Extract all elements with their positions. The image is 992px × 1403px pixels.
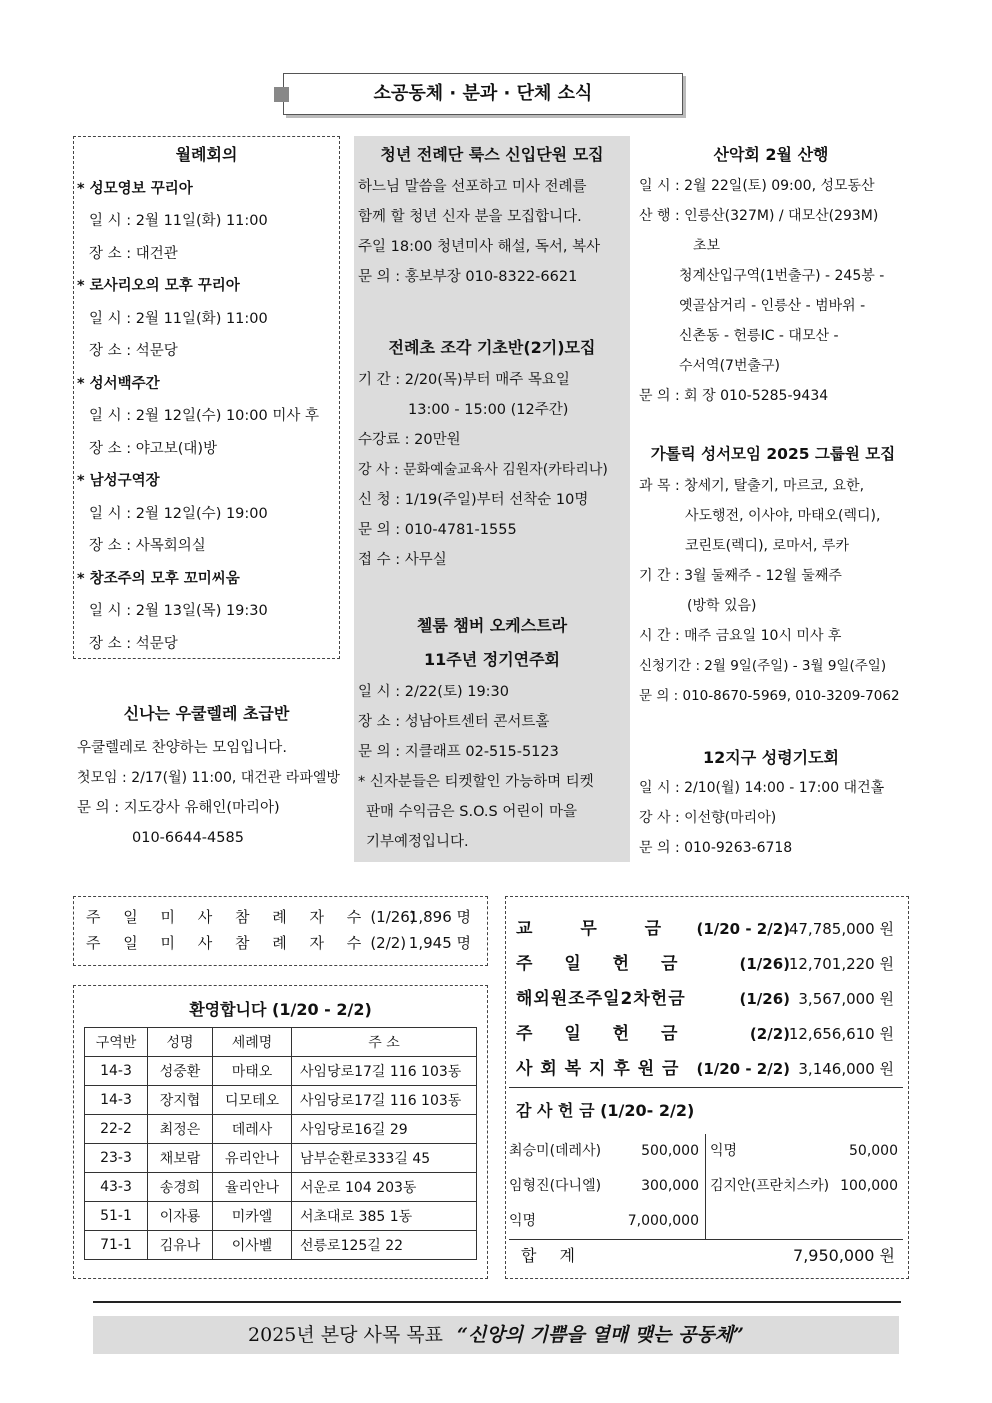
section-header xyxy=(283,73,683,115)
sculpture-info xyxy=(358,365,608,575)
prayer-title: 12지구 성령기도회 xyxy=(702,748,840,767)
sculpture-line: 강 사 : 문화예술교육사 김원자(카타리나) xyxy=(358,462,608,478)
donor-name: 익명 xyxy=(509,1213,537,1229)
hiking-title: 산악회 2월 산행 xyxy=(713,145,829,164)
hiking-line: 신촌동 - 헌릉IC - 대모산 - xyxy=(679,328,839,344)
header-square-icon xyxy=(274,87,289,102)
cell-district: 14-3 xyxy=(85,1057,148,1086)
col-header: 주 소 xyxy=(292,1028,477,1057)
cell-district: 51-1 xyxy=(85,1202,148,1231)
ukulele-line: 우쿨렐레로 찬양하는 모임입니다. xyxy=(77,740,287,756)
prayer-info xyxy=(639,773,884,863)
monthly-meeting-list xyxy=(77,173,319,660)
ukulele-line: 문 의 : 지도강사 유해인(마리아) xyxy=(77,800,280,816)
finance-row xyxy=(516,912,894,946)
finance-amount: 12,701,220 원 xyxy=(788,955,894,973)
bible-line: 기 간 : 3월 둘째주 - 12월 둘째주 xyxy=(639,568,842,584)
finance-row xyxy=(516,1052,894,1086)
finance-amount: 3,146,000 원 xyxy=(798,1060,894,1078)
welcome-table xyxy=(84,1027,477,1260)
col-header: 구역반 xyxy=(85,1028,148,1057)
footer-motto: “신앙의 기쁨을 열매 맺는 공동체” xyxy=(457,1324,744,1346)
prayer-line: 문 의 : 010-9263-6718 xyxy=(639,840,793,856)
attendance-label: 주 일 미 사 참 례 자 수 xyxy=(86,934,371,952)
group-where: 장 소 : 석문당 xyxy=(89,636,178,652)
section-title: 소공동체 · 분과 · 단체 소식 xyxy=(373,83,593,104)
thanks-entry xyxy=(509,1134,705,1169)
cell-baptism: 유리안나 xyxy=(213,1144,292,1173)
monthly-meeting-title: 월례회의 xyxy=(175,145,238,164)
thanks-entry xyxy=(509,1204,705,1239)
attendance-value: 1,945 명 xyxy=(408,934,471,952)
footer-banner xyxy=(93,1316,899,1354)
sculpture-line: 기 간 : 2/20(목)부터 매주 목요일 xyxy=(358,372,570,388)
donor-name: 최승미(데레사) xyxy=(509,1143,602,1159)
table-row xyxy=(85,1144,477,1173)
hiking-line: 옛골삼거리 - 인릉산 - 범바위 - xyxy=(679,298,866,314)
finance-period: (2/2) xyxy=(749,1025,790,1043)
bible-title: 가톨릭 성서모임 2025 그룹원 모집 xyxy=(650,445,896,463)
orchestra-line: 장 소 : 성남아트센터 콘서트홀 xyxy=(358,714,550,730)
finance-period: (1/26) xyxy=(739,990,790,1008)
cell-baptism: 이사벨 xyxy=(213,1231,292,1260)
ukulele-info xyxy=(77,733,340,853)
attendance-row xyxy=(86,904,471,930)
finance-row xyxy=(516,982,894,1016)
ukulele-phone: 010-6644-4585 xyxy=(132,830,244,846)
bible-line: 문 의 : 010-8670-5969, 010-3209-7062 xyxy=(639,688,900,704)
finance-period: (1/20 - 2/2) xyxy=(696,1060,790,1078)
cell-baptism: 마태오 xyxy=(213,1057,292,1086)
finance-row xyxy=(516,947,894,981)
sculpture-line: 신 청 : 1/19(주일)부터 선착순 10명 xyxy=(358,492,589,508)
cell-baptism: 율리안나 xyxy=(213,1173,292,1202)
cell-name: 김유나 xyxy=(148,1231,213,1260)
attendance-date: (2/2) xyxy=(370,934,407,952)
finance-amount: 12,656,610 원 xyxy=(788,1025,894,1043)
cell-name: 채보람 xyxy=(148,1144,213,1173)
hiking-line: 문 의 : 회 장 010-5285-9434 xyxy=(639,388,829,404)
cell-baptism: 미카엘 xyxy=(213,1202,292,1231)
bible-line: 시 간 : 매주 금요일 10시 미사 후 xyxy=(639,628,842,644)
group-when: 일 시 : 2월 12일(수) 10:00 미사 후 xyxy=(89,408,319,424)
finance-period: (1/26) xyxy=(739,955,790,973)
donor-amount: 300,000 xyxy=(641,1178,699,1194)
youth-line: 주일 18:00 청년미사 해설, 독서, 복사 xyxy=(358,239,601,255)
cell-address: 서초대로 385 1동 xyxy=(292,1202,477,1231)
prayer-line: 일 시 : 2/10(월) 14:00 - 17:00 대건홀 xyxy=(639,780,885,796)
orchestra-line: * 신자분들은 티켓할인 가능하며 티켓 xyxy=(358,774,594,790)
group-where: 장 소 : 사목회의실 xyxy=(89,538,206,554)
donor-amount: 500,000 xyxy=(641,1143,699,1159)
cell-name: 이자룡 xyxy=(148,1202,213,1231)
hiking-line: 일 시 : 2월 22일(토) 09:00, 성모동산 xyxy=(639,178,875,194)
donor-amount: 100,000 xyxy=(840,1178,898,1194)
col-header: 성명 xyxy=(148,1028,213,1057)
orchestra-line: 판매 수익금은 S.O.S 어린이 마을 xyxy=(366,804,577,820)
hiking-line: 수서역(7번출구) xyxy=(679,358,780,374)
finance-amount: 3,567,000 원 xyxy=(798,990,894,1008)
bible-line: 과 목 : 창세기, 탈출기, 마르코, 요한, xyxy=(639,478,865,494)
col-header: 세례명 xyxy=(213,1028,292,1057)
attendance-row xyxy=(86,930,471,956)
finance-label: 주 일 헌 금 xyxy=(516,1024,678,1044)
cell-district: 14-3 xyxy=(85,1086,148,1115)
cell-address: 사임당로17길 116 103동 xyxy=(292,1086,477,1115)
total-value: 7,950,000 원 xyxy=(793,1246,895,1265)
thanks-left xyxy=(509,1134,705,1239)
table-row xyxy=(85,1173,477,1202)
cell-name: 송경희 xyxy=(148,1173,213,1202)
finance-label: 교 무 금 xyxy=(516,919,662,939)
bible-info xyxy=(639,471,900,711)
youth-line: 함께 할 청년 신자 분을 모집합니다. xyxy=(358,209,582,225)
donor-name: 김지안(프란치스카) xyxy=(710,1178,830,1194)
cell-name: 최정은 xyxy=(148,1115,213,1144)
finance-divider xyxy=(509,1087,903,1088)
attendance-label: 주 일 미 사 참 례 자 수 xyxy=(86,908,371,926)
cell-address: 사임당로16길 29 xyxy=(292,1115,477,1144)
youth-line: 하느님 말씀을 선포하고 미사 전례를 xyxy=(358,179,587,195)
donor-name: 임형진(다니엘) xyxy=(509,1178,602,1194)
thanks-entry xyxy=(710,1134,898,1169)
group-when: 일 시 : 2월 11일(화) 11:00 xyxy=(89,311,268,327)
attendance-date: (1/26) xyxy=(370,908,416,926)
table-row xyxy=(85,1057,477,1086)
donor-amount: 7,000,000 xyxy=(627,1213,699,1229)
thanks-entry xyxy=(509,1169,705,1204)
bible-line: 신청기간 : 2월 9일(주일) - 3월 9일(주일) xyxy=(639,658,887,674)
table-row xyxy=(85,1086,477,1115)
finance-label: 사 회 복 지 후 원 금 xyxy=(516,1059,680,1079)
sculpture-line: 문 의 : 010-4781-1555 xyxy=(358,522,517,538)
finance-amount: 47,785,000 원 xyxy=(788,920,894,938)
orchestra-subtitle: 11주년 정기연주회 xyxy=(423,650,561,669)
footer-rule xyxy=(93,1301,901,1303)
finance-label: 주 일 헌 금 xyxy=(516,954,678,974)
thanks-right xyxy=(710,1134,898,1204)
youth-title: 청년 전례단 룩스 신입단원 모집 xyxy=(380,145,604,164)
group-where: 장 소 : 야고보(대)방 xyxy=(89,441,218,457)
table-row xyxy=(85,1115,477,1144)
donor-name: 익명 xyxy=(710,1143,738,1159)
orchestra-title: 첼룸 챔버 오케스트라 xyxy=(416,616,568,635)
table-row xyxy=(85,1231,477,1260)
prayer-line: 강 사 : 이선향(마리아) xyxy=(639,810,777,826)
thanks-title: 감 사 헌 금 (1/20- 2/2) xyxy=(516,1101,695,1120)
group-name: * 남성구역장 xyxy=(77,473,160,489)
group-where: 장 소 : 석문당 xyxy=(89,343,178,359)
cell-district: 43-3 xyxy=(85,1173,148,1202)
hiking-line: 청계산입구역(1번출구) - 245봉 - xyxy=(679,268,885,284)
cell-district: 23-3 xyxy=(85,1144,148,1173)
group-when: 일 시 : 2월 11일(화) 11:00 xyxy=(89,213,268,229)
youth-line: 문 의 : 홍보부장 010-8322-6621 xyxy=(358,269,578,285)
thanks-column-divider xyxy=(705,1134,706,1239)
hiking-line: 산 행 : 인릉산(327M) / 대모산(293M) xyxy=(639,208,879,224)
finance-period: (1/20 - 2/2) xyxy=(696,920,790,938)
sculpture-line: 수강료 : 20만원 xyxy=(358,432,461,448)
group-where: 장 소 : 대건관 xyxy=(89,246,178,262)
hiking-line: 초보 xyxy=(693,238,721,254)
cell-address: 선릉로125길 22 xyxy=(292,1231,477,1260)
bible-line: (방학 있음) xyxy=(687,598,757,614)
finance-row xyxy=(516,1017,894,1051)
group-name: * 창조주의 모후 꼬미씨움 xyxy=(77,571,240,587)
table-header-row xyxy=(85,1028,477,1057)
orchestra-line: 일 시 : 2/22(토) 19:30 xyxy=(358,684,510,700)
group-when: 일 시 : 2월 12일(수) 19:00 xyxy=(89,506,268,522)
sculpture-title: 전례초 조각 기초반(2기)모집 xyxy=(388,338,596,357)
footer-prefix: 2025년 본당 사목 목표 xyxy=(248,1324,443,1346)
total-label: 합 계 xyxy=(521,1246,575,1265)
cell-address: 사임당로17길 116 103동 xyxy=(292,1057,477,1086)
welcome-title: 환영합니다 (1/20 - 2/2) xyxy=(189,1000,372,1019)
cell-district: 22-2 xyxy=(85,1115,148,1144)
cell-baptism: 데레사 xyxy=(213,1115,292,1144)
cell-address: 서운로 104 203동 xyxy=(292,1173,477,1202)
group-name: * 로사리오의 모후 꾸리아 xyxy=(77,278,240,294)
youth-info xyxy=(358,172,600,292)
cell-name: 성중환 xyxy=(148,1057,213,1086)
group-when: 일 시 : 2월 13일(목) 19:30 xyxy=(89,603,268,619)
ukulele-line: 첫모임 : 2/17(월) 11:00, 대건관 라파엘방 xyxy=(77,770,340,786)
cell-district: 71-1 xyxy=(85,1231,148,1260)
sculpture-line: 13:00 - 15:00 (12주간) xyxy=(408,402,569,418)
hiking-info xyxy=(639,171,884,411)
bible-line: 코린토(렉디), 로마서, 루카 xyxy=(685,538,849,554)
ukulele-title: 신나는 우쿨렐레 초급반 xyxy=(123,704,290,723)
group-name: * 성서백주간 xyxy=(77,376,160,392)
donor-amount: 50,000 xyxy=(849,1143,898,1159)
orchestra-line: 문 의 : 지클래프 02-515-5123 xyxy=(358,744,559,760)
table-row xyxy=(85,1202,477,1231)
cell-name: 장지협 xyxy=(148,1086,213,1115)
bible-line: 사도행전, 이사야, 마태오(렉디), xyxy=(685,508,881,524)
group-name: * 성모영보 꾸리아 xyxy=(77,181,193,197)
orchestra-line: 기부예정입니다. xyxy=(366,834,469,850)
sculpture-line: 접 수 : 사무실 xyxy=(358,552,447,568)
orchestra-info xyxy=(358,677,594,857)
thanks-total-row xyxy=(521,1240,895,1272)
cell-baptism: 디모테오 xyxy=(213,1086,292,1115)
thanks-entry xyxy=(710,1169,898,1204)
cell-address: 남부순환로333길 45 xyxy=(292,1144,477,1173)
finance-label: 해외원조주일2차헌금 xyxy=(516,989,686,1009)
attendance-value: 1,896 명 xyxy=(408,908,471,926)
